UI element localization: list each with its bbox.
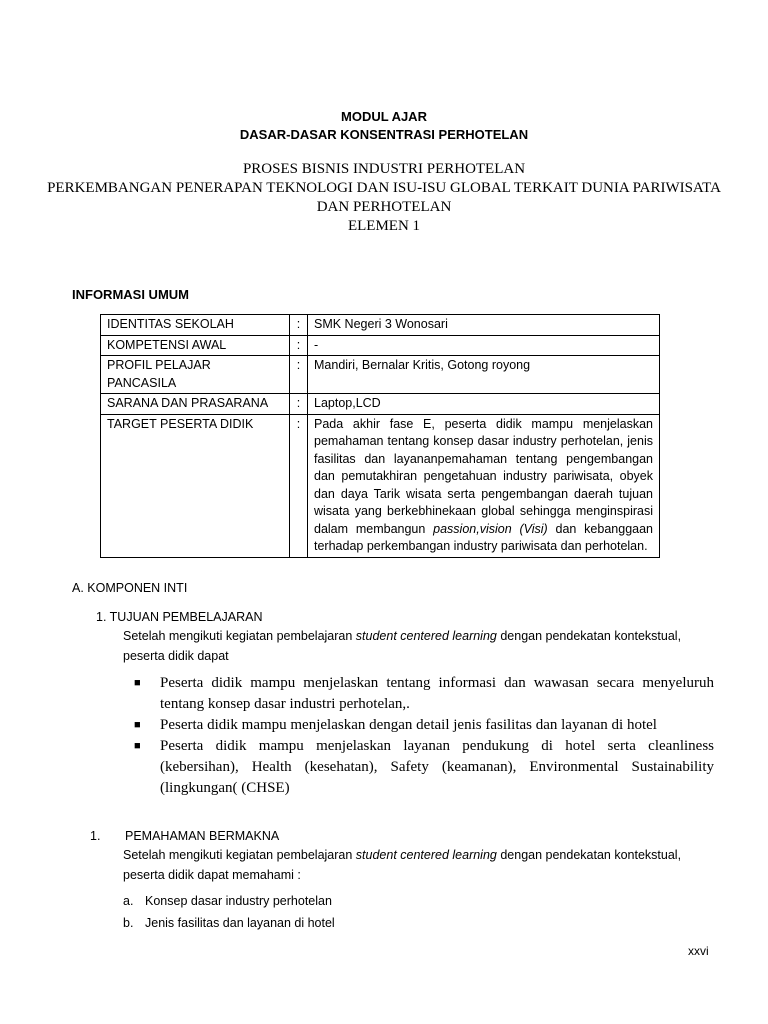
row-separator: : — [290, 315, 308, 336]
list-item — [128, 736, 714, 799]
target-text-part2: dan kebanggaan terhadap perkembangan industry pariwisata dan perhotelan. — [314, 521, 653, 553]
tujuan-bullet-list — [128, 673, 714, 799]
pemahaman-list — [123, 890, 335, 934]
table-row — [101, 315, 660, 336]
module-header — [0, 108, 768, 144]
tujuan-heading: 1. TUJUAN PEMBELAJARAN — [96, 610, 263, 624]
topic-subtitle-line1: PERKEMBANGAN PENERAPAN TEKNOLOGI DAN ISU-ISU GLOBAL TERKAIT DUNIA PARIWISATA — [47, 180, 721, 196]
row-separator: : — [290, 356, 308, 394]
pemahaman-number: 1. — [90, 829, 101, 843]
list-item — [123, 890, 335, 912]
intro-text: dengan pendekatan kontekstual, — [496, 848, 682, 862]
list-item — [128, 673, 714, 715]
row-label: PROFIL PELAJAR PANCASILA — [101, 356, 290, 394]
komponen-heading: A. KOMPONEN INTI — [72, 581, 188, 595]
table-row — [101, 414, 660, 557]
intro-text: dengan pendekatan kontekstual, — [496, 629, 682, 643]
table-row — [101, 394, 660, 415]
intro-text: Setelah mengikuti kegiatan pembelajaran — [123, 629, 356, 643]
topic-subtitle-line2: DAN PERHOTELAN — [316, 199, 452, 215]
list-marker: a. — [123, 894, 134, 908]
list-item — [123, 912, 335, 934]
info-heading: INFORMASI UMUM — [72, 287, 189, 302]
intro-text: peserta didik dapat memahami : — [123, 868, 301, 882]
info-table — [100, 314, 660, 558]
intro-text: peserta didik dapat — [123, 649, 229, 663]
topic-header — [0, 160, 768, 236]
tujuan-intro — [123, 626, 703, 666]
row-label: KOMPETENSI AWAL — [101, 335, 290, 356]
bullet-text: Peserta didik mampu menjelaskan tentang informasi dan wawasan secara menyeluruh tentang konsep dasar industri perhotelan,. — [160, 675, 714, 712]
row-label: IDENTITAS SEKOLAH — [101, 315, 290, 336]
list-marker: b. — [123, 916, 134, 930]
intro-italic: student centered learning — [355, 629, 497, 643]
square-bullet-icon: ■ — [134, 740, 141, 752]
row-value: - — [308, 335, 660, 356]
intro-italic: student centered learning — [355, 848, 497, 862]
bullet-text: Peserta didik mampu menjelaskan layanan pendukung di hotel serta cleanliness (kebersihan), Health (kesehatan), Safety (keamanan), Environmental Sustainability (lingkungan( (CHSE) — [160, 738, 714, 796]
row-separator: : — [290, 335, 308, 356]
row-value: SMK Negeri 3 Wonosari — [308, 315, 660, 336]
row-label: SARANA DAN PRASARANA — [101, 394, 290, 415]
row-value: Mandiri, Bernalar Kritis, Gotong royong — [308, 356, 660, 394]
target-text-italic: passion,vision (Visi) — [433, 521, 548, 536]
list-item — [128, 715, 714, 736]
module-title: MODUL AJAR — [341, 109, 427, 124]
square-bullet-icon: ■ — [134, 677, 141, 689]
table-row — [101, 356, 660, 394]
bullet-text: Peserta didik mampu menjelaskan dengan detail jenis fasilitas dan layanan di hotel — [160, 717, 657, 733]
page-number: xxvi — [688, 944, 709, 958]
element-label: ELEMEN 1 — [347, 218, 421, 234]
pemahaman-heading: PEMAHAMAN BERMAKNA — [125, 829, 280, 843]
row-separator: : — [290, 414, 308, 557]
pemahaman-intro — [123, 845, 703, 885]
intro-text: Setelah mengikuti kegiatan pembelajaran — [123, 848, 356, 862]
list-text: Jenis fasilitas dan layanan di hotel — [145, 916, 335, 930]
target-text-part1: Pada akhir fase E, peserta didik mampu menjelaskan pemahaman tentang konsep dasar industry perhotelan, jenis fasilitas dan layananpemahaman tentang pengembangan dan pemutakhiran pengetahuan industry pariwisata, obyek dan daya Tarik wisata serta pengembangan daerah tujuan wisata yang berkebhinekaan global sehingga menginspirasi dalam membangun — [314, 416, 653, 536]
square-bullet-icon: ■ — [134, 719, 141, 731]
row-value: Laptop,LCD — [308, 394, 660, 415]
topic-title: PROSES BISNIS INDUSTRI PERHOTELAN — [242, 161, 526, 177]
row-separator: : — [290, 394, 308, 415]
table-row — [101, 335, 660, 356]
list-text: Konsep dasar industry perhotelan — [145, 894, 332, 908]
row-label: TARGET PESERTA DIDIK — [101, 414, 290, 557]
row-value — [308, 414, 660, 557]
module-subtitle: DASAR-DASAR KONSENTRASI PERHOTELAN — [239, 127, 529, 142]
